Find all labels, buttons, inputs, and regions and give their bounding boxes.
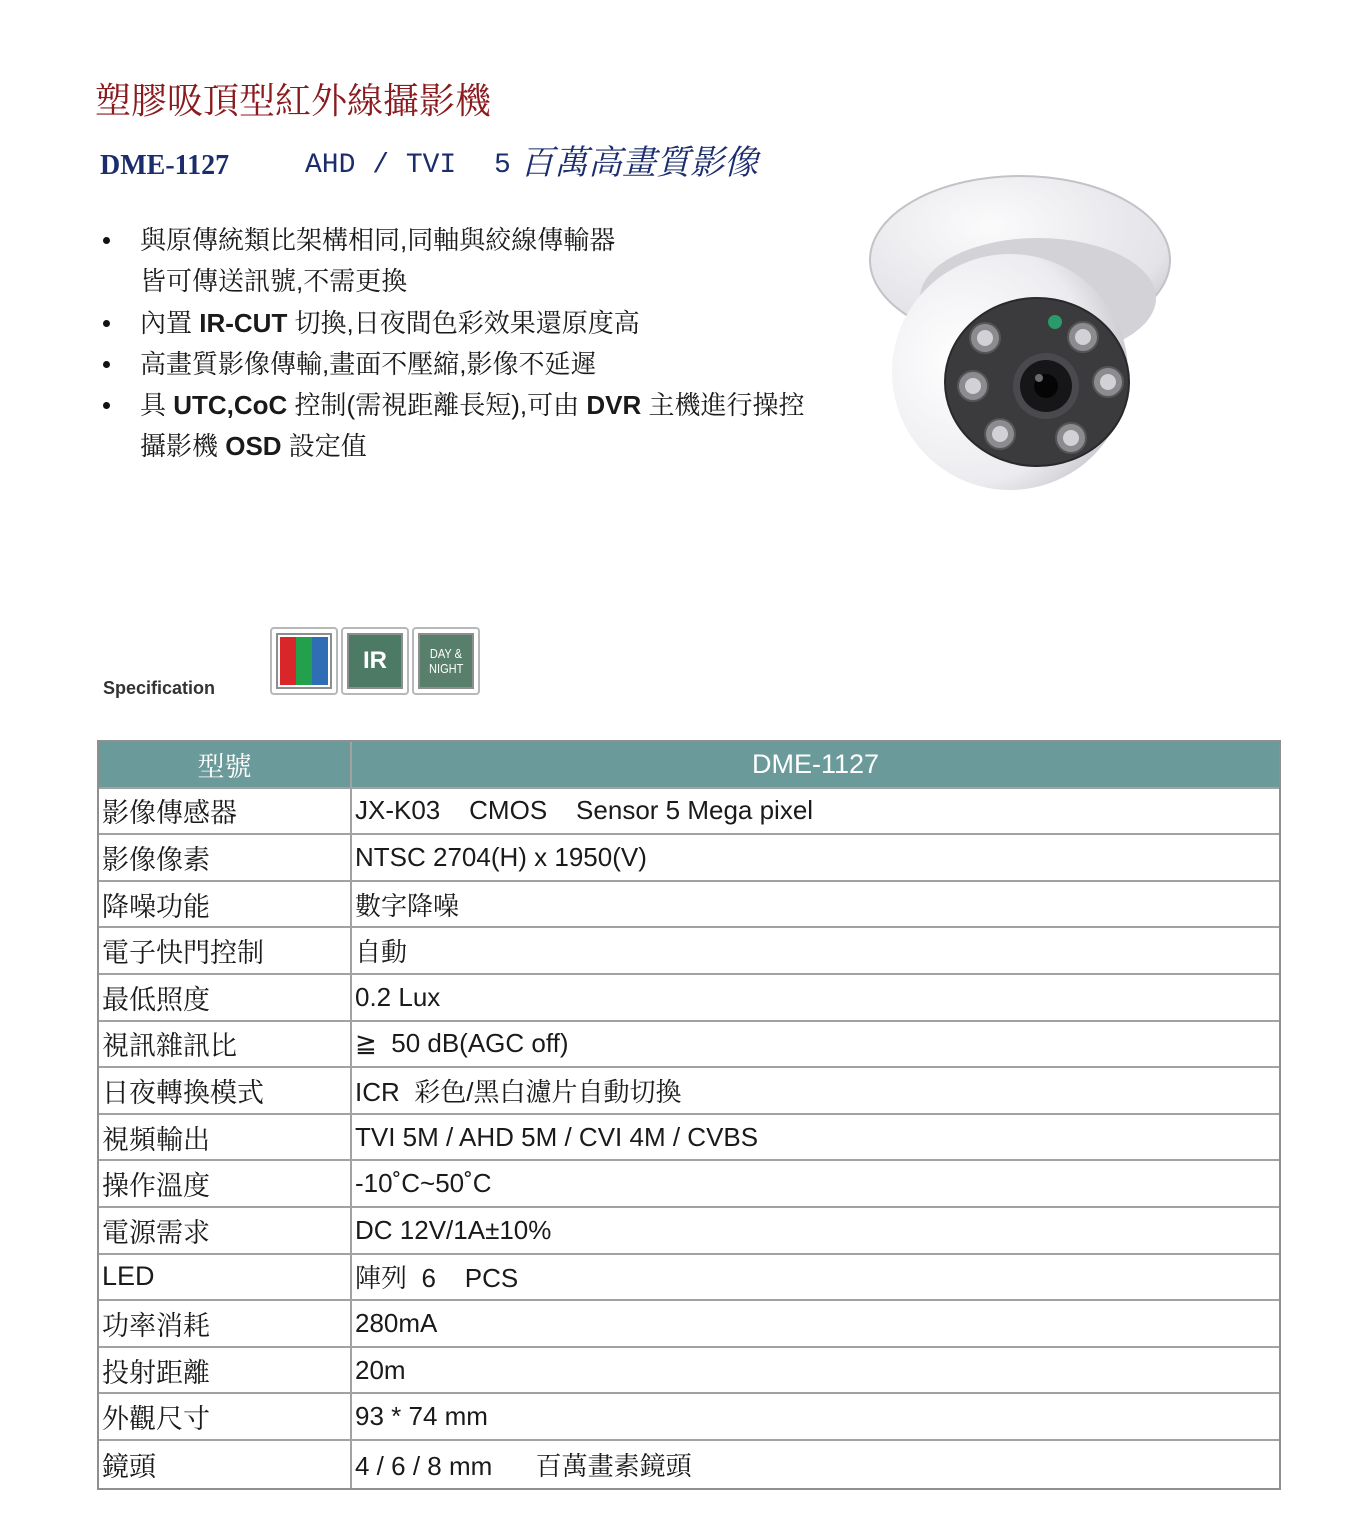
feature-text: 控制(需視距離長短),可由 [287, 390, 587, 421]
feature-keyword: DVR [586, 390, 642, 421]
table-row [99, 928, 1279, 975]
feature-text: 內置 [140, 307, 200, 338]
spec-label: 操作溫度 [99, 1161, 352, 1206]
feature-line [140, 261, 804, 302]
rgb-color-icon [270, 627, 338, 695]
spec-value: 陣列 6 PCS [355, 1263, 519, 1294]
feature-keyword: IR-CUT [199, 307, 288, 338]
green-stripe [296, 637, 312, 685]
specification-heading: Specification [103, 678, 216, 698]
spec-value: 93 * 74 mm [355, 1401, 488, 1432]
page-title: 塑膠吸頂型紅外線攝影機 [95, 81, 492, 121]
spec-value: 4 / 6 / 8 mm 百萬畫素鏡頭 [355, 1450, 692, 1481]
day-night-label-line1: DAY & [429, 646, 463, 661]
red-stripe [280, 637, 296, 685]
feature-item [140, 344, 804, 385]
megapixel-count: 5 [494, 150, 511, 181]
spec-label: 視訊雜訊比 [99, 1022, 352, 1067]
spec-value: NTSC 2704(H) x 1950(V) [355, 841, 647, 872]
spec-table-header [99, 742, 1279, 789]
feature-item [140, 303, 804, 344]
spec-value: ICR 彩色/黑白濾片自動切換 [355, 1076, 682, 1107]
table-row [99, 1441, 1279, 1488]
spec-value: -10˚C~50˚C [355, 1168, 492, 1199]
feature-text: 攝影機 [140, 431, 226, 462]
spec-label: 電源需求 [99, 1208, 352, 1253]
table-row [99, 1115, 1279, 1162]
table-row [99, 1161, 1279, 1208]
subtitle [0, 146, 860, 190]
feature-text: 高畫質影像傳輸,畫面不壓縮,影像不延遲 [140, 348, 597, 379]
light-sensor [1048, 315, 1062, 329]
table-row [99, 1394, 1279, 1441]
table-row [99, 882, 1279, 929]
feature-text: 具 [140, 390, 174, 421]
spec-value: 自動 [355, 937, 408, 968]
model-number: DME-1127 [100, 150, 230, 181]
feature-list [140, 220, 804, 468]
feature-line [140, 385, 804, 426]
spec-value: 280mA [355, 1307, 438, 1338]
spec-label: 功率消耗 [99, 1301, 352, 1346]
ir-icon [341, 627, 409, 695]
spec-label: 外觀尺寸 [99, 1394, 352, 1439]
day-night-icon [412, 627, 480, 695]
feature-text: 主機進行操控 [641, 390, 805, 421]
header-model-value: DME-1127 [751, 748, 880, 779]
spec-label: 最低照度 [99, 975, 352, 1020]
feature-text: 皆可傳送訊號,不需更換 [140, 266, 408, 297]
spec-label: 投射距離 [99, 1348, 352, 1393]
table-row [99, 1255, 1279, 1302]
table-row [99, 789, 1279, 836]
spec-value: 數字降噪 [355, 890, 460, 921]
feature-text: 與原傳統類比架構相同,同軸與絞線傳輸器 [140, 225, 616, 255]
spec-label: 電子快門控制 [99, 928, 352, 973]
table-row [99, 1208, 1279, 1255]
feature-keyword: OSD [225, 431, 282, 462]
resolution-description: 百萬高畫質影像 [520, 145, 758, 182]
spec-label: 影像像素 [99, 835, 352, 880]
spec-table [97, 740, 1281, 1490]
header-model-label: 型號 [99, 742, 352, 787]
feature-icons [270, 627, 480, 695]
camera-lens [1013, 353, 1079, 419]
dome-camera-icon [860, 170, 1180, 500]
ir-icon-label: IR [347, 633, 403, 689]
spec-label: 降噪功能 [99, 882, 352, 927]
table-row [99, 1068, 1279, 1115]
table-row [99, 975, 1279, 1022]
table-row [99, 1301, 1279, 1348]
signal-formats: AHD / TVI [305, 150, 457, 181]
spec-label: 鏡頭 [99, 1441, 352, 1488]
feature-text: 設定值 [281, 431, 367, 462]
spec-label: LED [99, 1255, 352, 1300]
feature-keyword: UTC,CoC [173, 390, 288, 421]
feature-item [140, 385, 804, 468]
feature-line [140, 426, 804, 467]
spec-value: 20m [355, 1354, 406, 1385]
table-row [99, 1022, 1279, 1069]
table-row [99, 1348, 1279, 1395]
spec-value: TVI 5M / AHD 5M / CVI 4M / CVBS [355, 1121, 759, 1152]
spec-value: ≧ 50 dB(AGC off) [355, 1028, 569, 1059]
spec-label: 日夜轉換模式 [99, 1068, 352, 1113]
spec-label: 視頻輸出 [99, 1115, 352, 1160]
feature-text: 切換,日夜間色彩效果還原度高 [287, 307, 640, 338]
spec-value: 0.2 Lux [355, 981, 441, 1012]
blue-stripe [312, 637, 328, 685]
spec-value: JX-K03 CMOS Sensor 5 Mega pixel [355, 795, 814, 826]
spec-label: 影像傳感器 [99, 789, 352, 834]
spec-value: DC 12V/1A±10% [355, 1214, 552, 1245]
table-row [99, 835, 1279, 882]
feature-line [140, 344, 804, 385]
day-night-label-line2: NIGHT [428, 661, 464, 676]
feature-item [140, 220, 804, 303]
feature-line [140, 220, 804, 261]
feature-line [140, 303, 804, 344]
